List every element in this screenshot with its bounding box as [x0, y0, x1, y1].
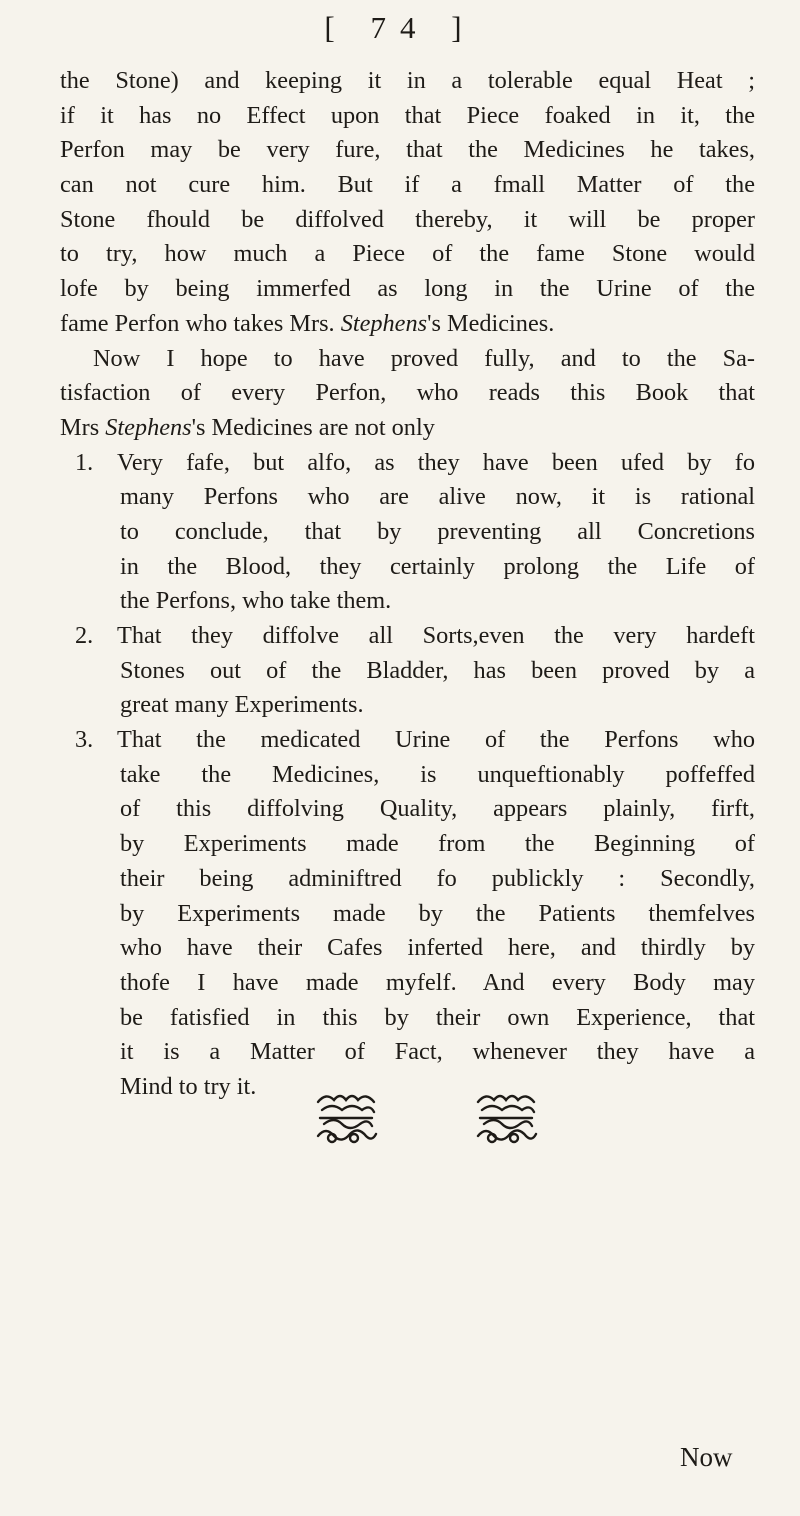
text-line: Stone fhould be diffolved thereby, it will be proper — [60, 205, 755, 233]
list-item-line: be fatisfied in this by their own Experience, that — [120, 1003, 755, 1031]
text-run: 's Medicines. — [427, 309, 555, 337]
list-item-line: of this diffolving Quality, appears plainly, firft, — [120, 795, 755, 823]
text-run: Mrs — [60, 413, 106, 441]
list-item-line: Mind to try it. — [120, 1072, 257, 1100]
list-item-line: many Perfons who are alive now, it is rational — [120, 483, 755, 511]
text-line: tisfaction of every Perfon, who reads this Book that — [60, 379, 755, 407]
list-item-line: great many Experiments. — [120, 691, 364, 719]
list-item-line — [60, 446, 755, 481]
list-item-line: to conclude, that by preventing all Concretions — [120, 517, 755, 545]
list-item-line: by Experiments made by the Patients themfelves — [120, 899, 755, 927]
text-line: lofe by being immerfed as long in the Urine of the — [60, 275, 755, 303]
text-run: 's Medicines are not only — [191, 413, 435, 441]
catchword: Now — [680, 1442, 733, 1472]
list-item-line: the Perfons, who take them. — [120, 587, 392, 615]
list-item-line: who have their Cafes inferted here, and thirdly by — [120, 934, 755, 962]
list-item-line: in the Blood, they certainly prolong the Life of — [120, 552, 755, 580]
list-number: 3. — [75, 726, 94, 754]
list-number: 1. — [75, 448, 94, 476]
list-item-line: take the Medicines, is unqueftionably poffeffed — [120, 760, 755, 788]
list-number: 2. — [75, 622, 94, 649]
italic-name: Stephens — [340, 309, 428, 337]
text-run: That the medicated Urine of the Perfons who — [117, 726, 755, 754]
page-number: [ 74 ] — [324, 10, 476, 45]
text-line: the Stone) and keeping it in a tolerable equal Heat ; — [60, 67, 755, 94]
text-line — [60, 411, 755, 446]
list-item-line: thofe I have made myfelf. And every Body may — [120, 968, 755, 996]
text-line — [60, 307, 755, 342]
ornament-icon — [472, 1088, 540, 1150]
text-line: Perfon may be very fure, that the Medicines he takes, — [60, 136, 755, 164]
list-item-line: their being adminiftred fo publickly : Secondly, — [120, 864, 755, 892]
list-item-line: by Experiments made from the Beginning of — [120, 830, 755, 858]
text-run: That they diffolve all Sorts,even the very hardeft — [117, 622, 755, 649]
text-run: Very fafe, but alfo, as they have been ufed by fo — [117, 448, 755, 476]
printers-ornaments — [312, 1088, 612, 1158]
list-item-line — [60, 619, 755, 654]
italic-name: Stephens — [105, 413, 192, 441]
ornament-icon — [312, 1088, 380, 1150]
list-item-line: Stones out of the Bladder, has been proved by a — [120, 656, 755, 684]
list-item-line: it is a Matter of Fact, whenever they have a — [120, 1038, 755, 1066]
page-text — [60, 64, 755, 1105]
text-line: if it has no Effect upon that Piece foaked in it, the — [60, 101, 755, 129]
text-line: to try, how much a Piece of the fame Stone would — [60, 240, 755, 268]
list-item-line — [60, 723, 755, 758]
text-run: fame Perfon who takes Mrs. — [60, 309, 341, 337]
text-line: Now I hope to have proved fully, and to the Sa- — [93, 344, 755, 372]
text-line: can not cure him. But if a fmall Matter of the — [60, 171, 755, 199]
